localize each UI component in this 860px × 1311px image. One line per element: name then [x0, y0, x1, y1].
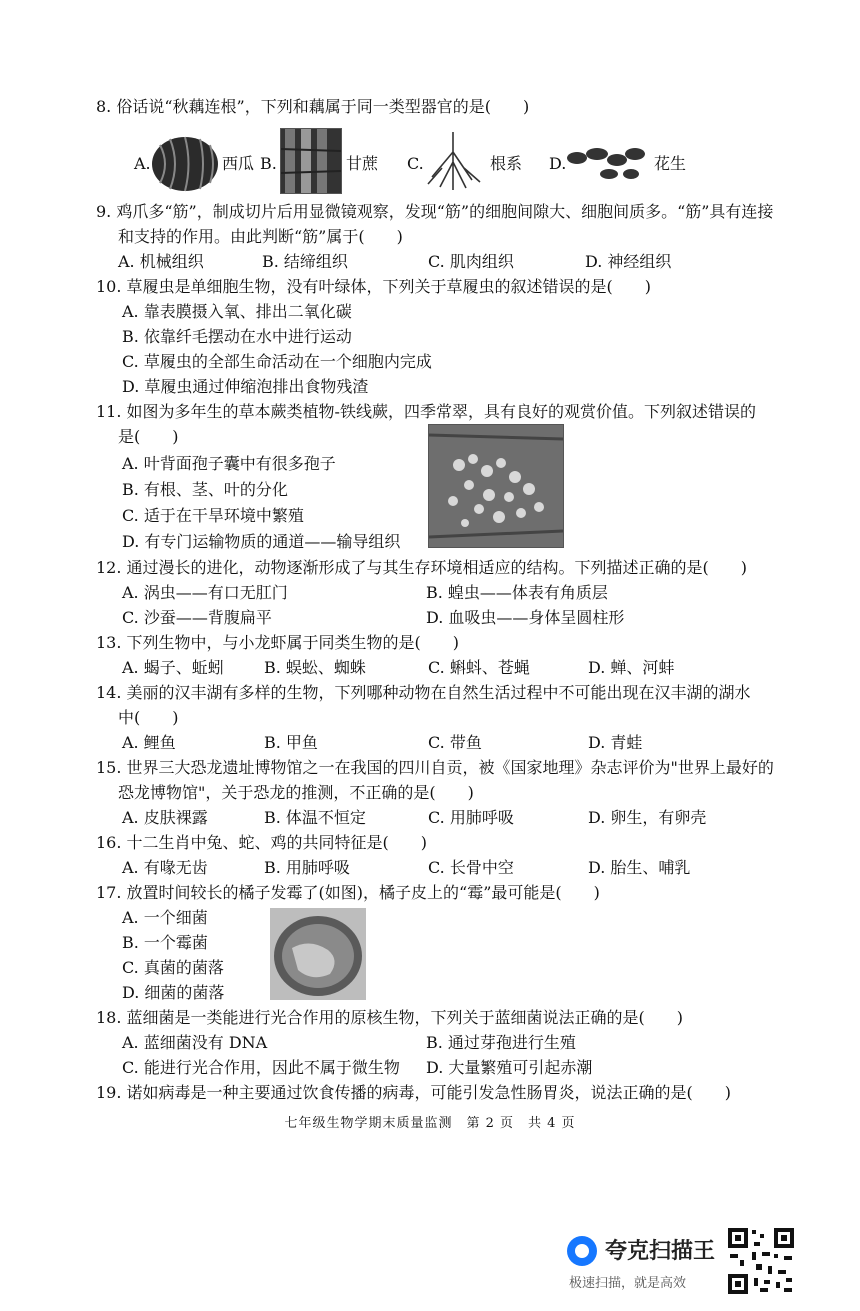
question-14-line2: 中( ) — [118, 708, 179, 727]
q17-option-a: A. 一个细菌 — [122, 908, 208, 927]
q12-option-c: C. 沙蚕——背腹扁平 — [122, 608, 272, 627]
question-17-stem: 17. 放置时间较长的橘子发霉了(如图)，橘子皮上的“霉”最可能是( ) — [96, 883, 600, 902]
question-9-line1: 9. 鸡爪多“筋”，制成切片后用显微镜观察，发现“筋”的细胞间隙大、细胞间质多。“筋”具有连接 — [96, 202, 774, 221]
q12-option-b: B. 蝗虫——体表有角质层 — [426, 583, 608, 602]
question-15-line1: 15. 世界三大恐龙遗址博物馆之一在我国的四川自贡，被《国家地理》杂志评价为"世界上最好的 — [96, 758, 774, 777]
q18-option-a: A. 蓝细菌没有 DNA — [122, 1033, 268, 1052]
q8-option-d-label: 花生 — [654, 154, 687, 173]
question-12-stem: 12. 通过漫长的进化，动物逐渐形成了与其生存环境相适应的结构。下列描述正确的是( ) — [96, 558, 748, 577]
question-15-line2: 恐龙博物馆"，关于恐龙的推测，不正确的是( ) — [118, 783, 474, 802]
q15-option-a: A. 皮肤裸露 — [122, 808, 208, 827]
q15-option-d: D. 卵生，有卵壳 — [588, 808, 707, 827]
q12-option-d: D. 血吸虫——身体呈圆柱形 — [426, 608, 625, 627]
q14-option-d: D. 青蛙 — [588, 733, 643, 752]
q13-option-c: C. 蝌蚪、苍蝇 — [428, 658, 530, 677]
q8-option-c-label: 根系 — [490, 154, 523, 173]
q9-option-b: B. 结缔组织 — [262, 252, 348, 271]
q13-option-a: A. 蝎子、蚯蚓 — [122, 658, 224, 677]
quark-logo-icon — [567, 1236, 597, 1266]
brand-name: 夸克扫描王 — [605, 1239, 716, 1264]
q11-option-d: D. 有专门运输物质的通道——输导组织 — [122, 532, 401, 551]
q18-option-d: D. 大量繁殖可引起赤潮 — [426, 1058, 593, 1077]
q17-option-b: B. 一个霉菌 — [122, 933, 208, 952]
q10-option-c: C. 草履虫的全部生命活动在一个细胞内完成 — [122, 352, 432, 371]
question-10-stem: 10. 草履虫是单细胞生物，没有叶绿体，下列关于草履虫的叙述错误的是( ) — [96, 277, 652, 296]
q11-option-a: A. 叶背面孢子囊中有很多孢子 — [122, 454, 336, 473]
question-8-stem: 8. 俗话说“秋藕连根”，下列和藕属于同一类型器官的是( ) — [96, 97, 530, 116]
q8-option-b-label: 甘蔗 — [346, 154, 379, 173]
page-footer: 七年级生物学期末质量监测 第 2 页 共 4 页 — [284, 1116, 576, 1131]
q18-option-c: C. 能进行光合作用，因此不属于微生物 — [122, 1058, 400, 1077]
q15-option-b: B. 体温不恒定 — [264, 808, 366, 827]
qr-code-icon — [726, 1226, 796, 1296]
q15-option-c: C. 用肺呼吸 — [428, 808, 514, 827]
q14-option-a: A. 鲤鱼 — [122, 733, 176, 752]
q9-option-c: C. 肌肉组织 — [428, 252, 514, 271]
brand-slogan: 极速扫描，就是高效 — [569, 1276, 687, 1291]
question-9-line2: 和支持的作用。由此判断“筋”属于( ) — [118, 227, 403, 246]
q10-option-b: B. 依靠纤毛摆动在水中进行运动 — [122, 327, 352, 346]
q10-option-a: A. 靠表膜摄入氧、排出二氧化碳 — [122, 302, 352, 321]
q11-option-c: C. 适于在干旱环境中繁殖 — [122, 506, 304, 525]
sugarcane-image — [280, 128, 342, 194]
question-11-line1: 11. 如图为多年生的草本蕨类植物-铁线蕨，四季常翠，具有良好的观赏价值。下列叙述错误的 — [96, 402, 756, 421]
q8-option-a-letter: A. — [134, 154, 151, 173]
q14-option-c: C. 带鱼 — [428, 733, 482, 752]
q8-option-a-label: 西瓜 — [222, 154, 255, 173]
q16-option-c: C. 长骨中空 — [428, 858, 514, 877]
q13-option-b: B. 蜈蚣、蜘蛛 — [264, 658, 366, 677]
q10-option-d: D. 草履虫通过伸缩泡排出食物残渣 — [122, 377, 369, 396]
root-system-image — [422, 132, 484, 192]
q8-option-b-letter: B. — [260, 154, 277, 173]
q17-option-c: C. 真菌的菌落 — [122, 958, 224, 977]
q9-option-d: D. 神经组织 — [585, 252, 672, 271]
fern-image — [428, 424, 564, 548]
question-11-line2: 是( ) — [118, 427, 179, 446]
q16-option-b: B. 用肺呼吸 — [264, 858, 350, 877]
q16-option-d: D. 胎生、哺乳 — [588, 858, 691, 877]
q8-option-d-letter: D. — [549, 154, 567, 173]
q16-option-a: A. 有喙无齿 — [122, 858, 208, 877]
q18-option-b: B. 通过芽孢进行生殖 — [426, 1033, 576, 1052]
q13-option-d: D. 蝉、河蚌 — [588, 658, 675, 677]
question-16-stem: 16. 十二生肖中兔、蛇、鸡的共同特征是( ) — [96, 833, 428, 852]
q11-option-b: B. 有根、茎、叶的分化 — [122, 480, 288, 499]
moldy-orange-image — [270, 908, 366, 1000]
q12-option-a: A. 涡虫——有口无肛门 — [122, 583, 288, 602]
watermelon-image — [150, 135, 220, 193]
question-18-stem: 18. 蓝细菌是一类能进行光合作用的原核生物，下列关于蓝细菌说法正确的是( ) — [96, 1008, 684, 1027]
q9-option-a: A. 机械组织 — [118, 252, 204, 271]
peanut-image — [565, 140, 651, 184]
q8-option-c-letter: C. — [407, 154, 424, 173]
question-13-stem: 13. 下列生物中，与小龙虾属于同类生物的是( ) — [96, 633, 460, 652]
question-14-line1: 14. 美丽的汉丰湖有多样的生物，下列哪种动物在自然生活过程中不可能出现在汉丰湖的湖水 — [96, 683, 751, 702]
q17-option-d: D. 细菌的菌落 — [122, 983, 225, 1002]
scanner-watermark — [567, 1232, 727, 1292]
question-19-stem: 19. 诺如病毒是一种主要通过饮食传播的病毒，可能引发急性肠胃炎，说法正确的是( ) — [96, 1083, 732, 1102]
q14-option-b: B. 甲鱼 — [264, 733, 318, 752]
